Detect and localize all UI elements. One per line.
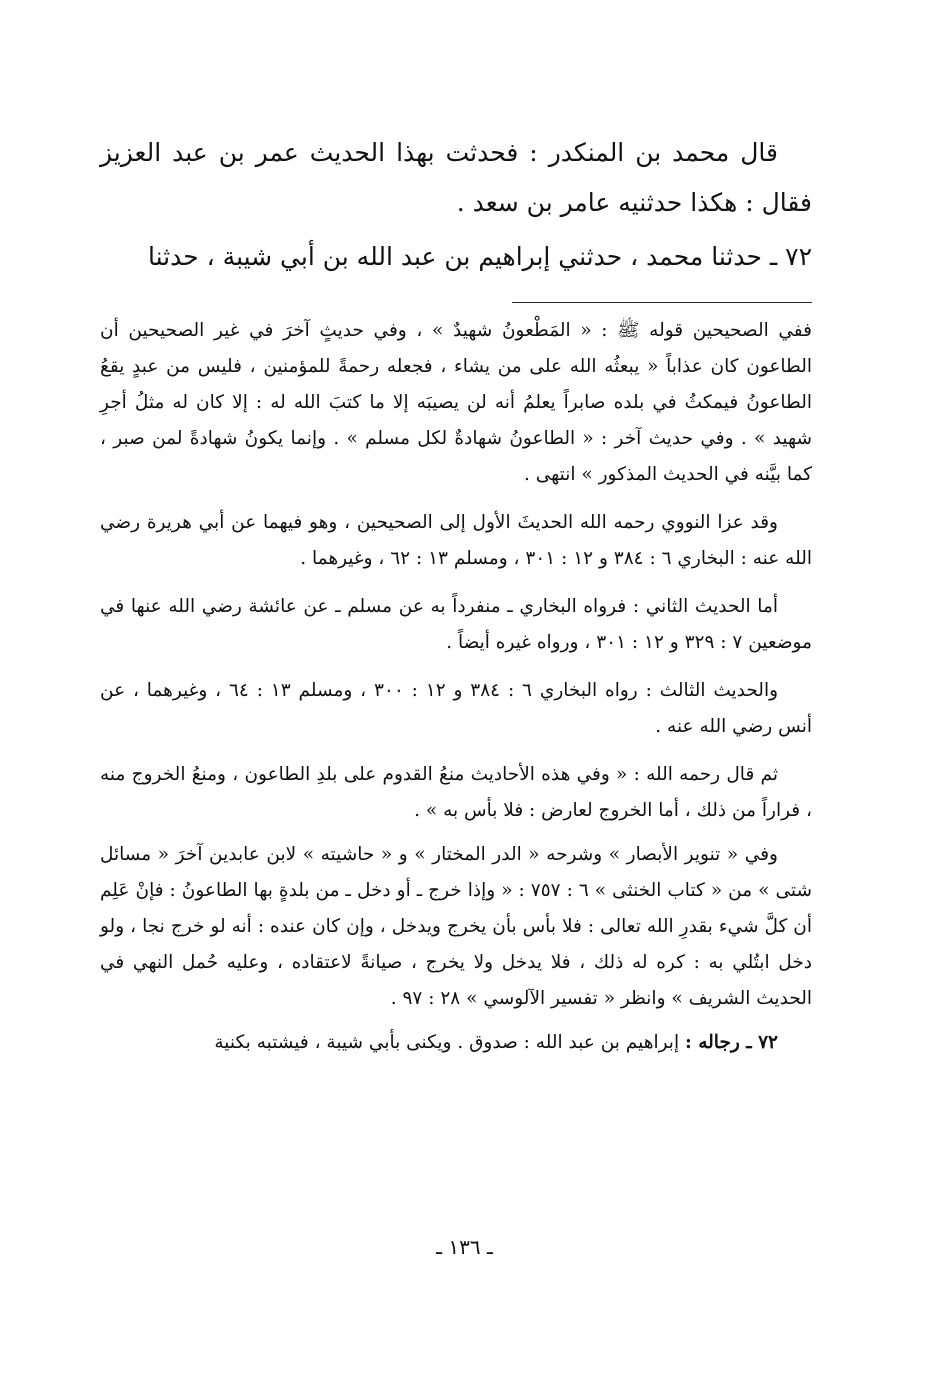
main-paragraph: قال محمد بن المنكدر : فحدثت بهذا الحديث عمر بن عبد العزيز فقال : هكذا حدثنيه عامر بن سعد . (100, 138, 812, 217)
rijaluh-text: إبراهيم بن عبد الله : صدوق . ويكنى بأبي شيبة ، فيشتبه بكنية (214, 1032, 680, 1053)
footnote-paragraph-4: والحديث الثالث : رواه البخاري ٦ : ٣٨٤ و ١٢ : ٣٠٠ ، ومسلم ١٣ : ٦٤ ، وغيرهما ، عن أنس رضي الله عنه . (100, 680, 812, 737)
footnote-paragraph-3: أما الحديث الثاني : فرواه البخاري ـ منفرداً به عن مسلم ـ عن عائشة رضي الله عنها في موضعين ٧ : ٣٢٩ و ١٢ : ٣٠١ ، ورواه غيره أيضاً . (100, 596, 812, 653)
hadith-72-line: ٧٢ ـ حدثنا محمد ، حدثني إبراهيم بن عبد الله بن أبي شيبة ، حدثنا (148, 242, 812, 271)
book-page (100, 128, 812, 1073)
footnote-paragraph-6: وفي « تنوير الأبصار » وشرحه « الدر المختار » و « حاشيته » لابن عابدين آخرَ « مسائل شتى » من « كتاب الخنثى » ٦ : ٧٥٧ : « وإذا خرج ـ أو دخل ـ من بلدةٍ بها الطاعونُ : فإنْ عَلِم أن كلَّ شيء بقدرِ الله تعالى : فلا بأس بأن يخرج ويدخل ، وإن كان عنده : أنه لو خرج نجا ، ولو دخل ابتُلي به : كره له ذلك ، فلا يدخل ولا يخرج ، صيانةً لاعتقاده ، وعليه حُمل النهي في الحديث الشريف » وانظر « تفسير الآلوسي » ٢٨ : ٩٧ . (100, 844, 812, 1009)
footnote-separator (512, 302, 812, 303)
footnote-paragraph-7 (100, 1025, 812, 1061)
footnote-paragraph-5: ثم قال رحمه الله : « وفي هذه الأحاديث منعُ القدوم على بلدِ الطاعون ، ومنعُ الخروج منه ، فراراً من ذلك ، أما الخروج لعارض : فلا بأس به » . (100, 764, 812, 821)
page-number: ـ ١٣٦ ـ (436, 1235, 493, 1259)
rijaluh-label: ٧٢ ـ رجاله : (684, 1032, 778, 1053)
main-text (100, 128, 812, 282)
footnote-paragraph-1: ففي الصحيحين قوله ﷺ : « المَطْعونُ شهيدٌ » ، وفي حديثٍ آخرَ في غير الصحيحين أن الطاعون كان عذاباً « يبعثُه الله على من يشاء ، فجعله رحمةً للمؤمنين ، فليس من عبدٍ يقعُ الطاعونُ فيمكثُ في بلده صابراً يعلمُ أنه لن يصيبَه إلا ما كتبَ الله له : إلا كان له مثلُ أجرِ شهيد » . وفي حديث آخر : « الطاعونُ شهادةٌ لكل مسلم » . وإنما يكونُ شهادةً لمن صبر ، كما بيَّنه في الحديث المذكور » انتهى . (100, 320, 812, 485)
footnotes (100, 313, 812, 1061)
footnote-paragraph-2: وقد عزا النووي رحمه الله الحديثَ الأول إلى الصحيحين ، وهو فيهما عن أبي هريرة رضي الله عنه : البخاري ٦ : ٣٨٤ و ١٢ : ٣٠١ ، ومسلم ١٣ : ٦٢ ، وغيرهما . (100, 512, 812, 569)
